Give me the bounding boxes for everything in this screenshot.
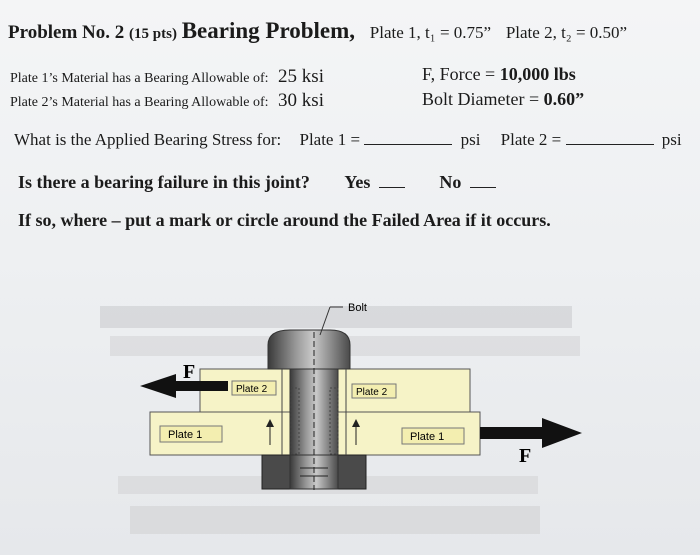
plate1-allowable: 25 ksi [278, 66, 324, 87]
plate2-left-label: Plate 2 [236, 384, 268, 395]
plate1-right-label: Plate 1 [410, 431, 445, 443]
no-label: No [439, 172, 462, 192]
question-prompt: What is the Applied Bearing Stress for: [14, 130, 282, 149]
right-force-arrow [480, 418, 582, 448]
instruction-text: If so, where – put a mark or circle around the Failed Area if it occurs. [18, 210, 551, 230]
plate2-material-label: Plate 2’s Material has a Bearing Allowable of: [10, 95, 269, 110]
plate1-answer-label: Plate 1 = [299, 130, 361, 149]
points-label: (15 pts) [129, 26, 177, 42]
left-force-label: F [183, 361, 196, 383]
plate2-answer-label: Plate 2 = [500, 130, 562, 149]
background-band [130, 506, 540, 534]
problem-title: Bearing Problem, [181, 18, 356, 43]
plate1-unit: psi [460, 130, 481, 149]
plate1-material-label: Plate 1’s Material has a Bearing Allowable of: [10, 71, 269, 86]
problem-label: Problem No. 2 [8, 22, 125, 43]
right-force-label: F [519, 445, 532, 467]
plate2-allowable: 30 ksi [278, 90, 324, 111]
bolt-diameter-value: 0.60” [543, 89, 585, 109]
plate1-left-label: Plate 1 [168, 429, 203, 441]
yes-label: Yes [344, 172, 371, 192]
force-label: F, Force = [422, 64, 500, 84]
bolt-label: Bolt [348, 302, 367, 314]
plate2-thickness: Plate 2, t₂ = 0.50” [505, 23, 628, 42]
plate2-right-label: Plate 2 [356, 387, 388, 398]
force-value: 10,000 lbs [499, 64, 576, 84]
background-band [100, 306, 572, 328]
failure-prompt: Is there a bearing failure in this joint? [18, 172, 310, 192]
plate1-thickness: Plate 1, t₁ = 0.75” [369, 23, 492, 42]
plate2-unit: psi [661, 130, 682, 149]
bolt-diameter-label: Bolt Diameter = [422, 89, 544, 109]
bolt-head [268, 330, 350, 369]
